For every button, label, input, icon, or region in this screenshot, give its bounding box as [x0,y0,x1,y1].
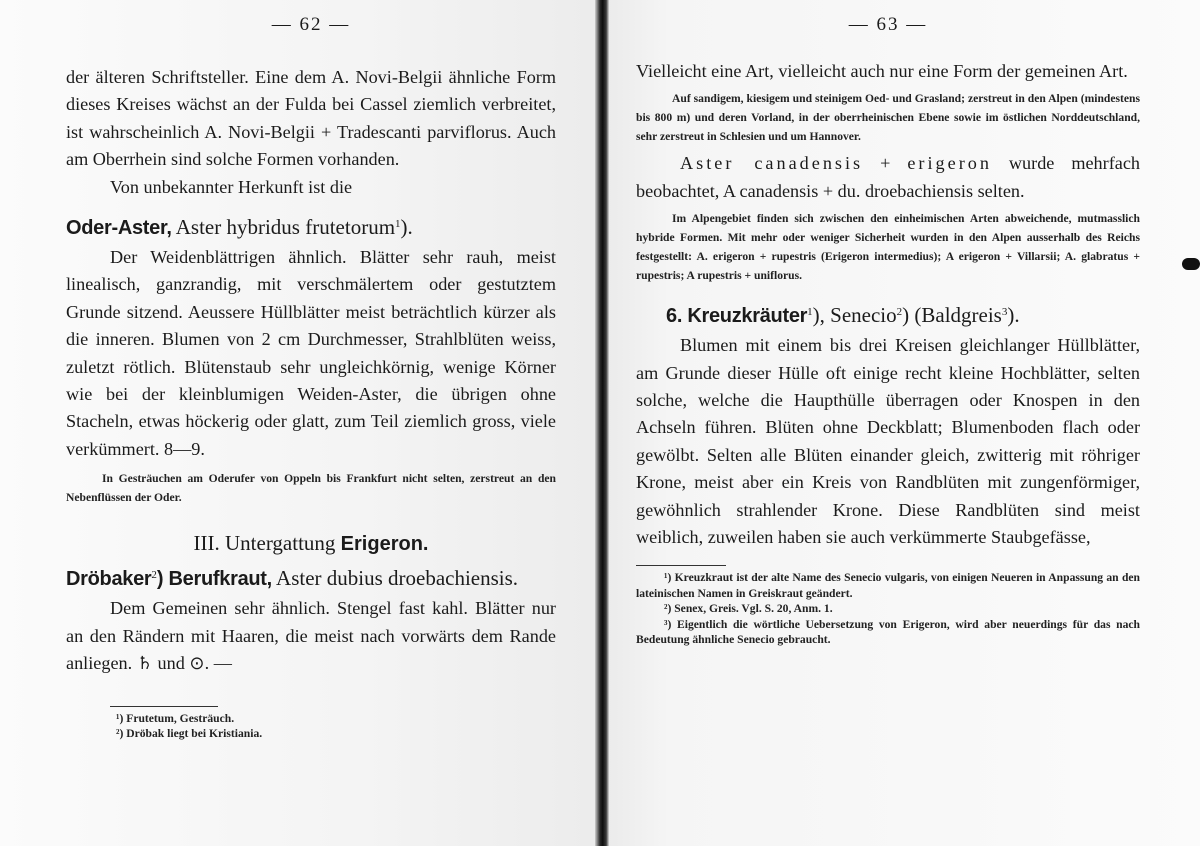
species-heading [66,211,556,244]
plus-sign: + [863,153,908,174]
body-paragraph: der älteren Schriftsteller. Eine dem A. Novi-Belgii ähnliche Form dieses Kreises wächst an der Fulda bei Cassel ziemlich verbreitet, ist wahrscheinlich A. Novi-Belgii + Tradescanti parviflorus. Auch am Oberrhein sind solche Formen vorhanden. [66,67,556,170]
footnote-divider [636,565,726,566]
section-title-bold: Erigeron. [340,533,429,556]
body-paragraph: Der Weidenblättrigen ähnlich. Blätter sehr rauh, meist linealisch, ganzrandig, mit verschmälertem oder gestutztem Grunde sitzend. Aeussere Hüllblätter meist beträchtlich kürzer als die inneren. Blumen von 2 cm Durchmesser, Strahlblüten weiss, zuletzt rötlich. Blütenstaub sehr ungleichkörnig, wenige Körner wie bei der kleinblumigen Weiden-Aster, die übrigen ohne Stacheln, etwas höckerig oder glatt, zum Teil ziemlich gross, viele verkümmert. 8—9. [66,247,556,459]
footnote-ref: 2 [896,306,903,319]
species-name: Oder-Aster, [66,217,172,240]
heading-end: ). [400,215,413,240]
species-latin: Aster dubius droebachiensis. [271,566,519,591]
body-paragraph [636,150,1140,205]
footnote: ²) Senex, Greis. Vgl. S. 20, Anm. 1. [664,602,833,616]
body-paragraph: Dem Gemeinen sehr ähnlich. Stengel fast kahl. Blätter nur an den Rändern mit Haaren, die meist nach vorwärts dem Rande anliegen. ♄ und ⊙. — [66,598,556,674]
heading-end: ). [1007,303,1020,328]
book-gutter [595,0,609,846]
habitat-note: Auf sandigem, kiesigem und steinigem Oed- und Grasland; zerstreut in den Alpen (mindestens bis 800 m) und deren Vorland, in der oberrheinischen Ebene sowie im östlichen Norddeutschland, sehr zerstreut in Schlesien und um Hannover. [636,92,1140,144]
hybrid-name: erigeron [907,153,992,174]
species-name-rest: ) Berufkraut, [156,568,272,591]
section-title [66,531,556,556]
ink-mark [1182,258,1200,270]
page-number: — 62 — [271,14,351,35]
genus-alt: ) (Baldgreis [902,303,1002,328]
body-text: wurde mehrfach beobachtet, A canadensis + du. droebachiensis selten. [636,153,1140,201]
body-paragraph: Blumen mit einem bis drei Kreisen gleichlanger Hüllblätter, am Grunde dieser Hülle oft einige recht kleine Hochblätter, selten solche, welche die Haupthülle überragen oder Knospen in den Achseln führen. Blüten ohne Deckblatt; Blumenboden flach oder gewölbt. Selten alle Blüten einander gleich, zwitterig mit röhriger Krone, meist aber ein Kreis von Randblüten mit zungenförmiger, gewöhnlich strahlender Krone. Diese Randblüten sind meist weiblich, zuweilen haben sie auch verkümmerte Staubgefässe, [636,335,1140,548]
footnote: ¹) Frutetum, Gesträuch. [116,711,235,725]
species-heading [66,562,556,595]
genus-latin: ), Senecio [812,303,897,328]
footnote-ref: 1 [807,306,813,319]
habitat-note: Im Alpengebiet finden sich zwischen den einheimischen Arten abweichende, mutmasslich hybride Formen. Mit mehr oder weniger Sicherheit wurden in den Alpen ausserhalb des Reichs festgestellt: A. erigeron + rupestris (Erigeron intermedius); A erigeron + Villarsii; A. glabratus + rupestris; A rupestris + uniflorus. [636,212,1140,283]
footnote: ¹) Kreuzkraut ist der alte Name des Senecio vulgaris, von einigen Neueren in Anpassung an den lateinischen Namen in Greiskraut geändert. [636,571,1140,600]
genus-name: Kreuzkräuter [682,305,808,328]
footnote-divider [110,706,218,707]
footnote: ³) Eigentlich die wörtliche Uebersetzung von Erigeron, wird aber neuerdings für das nach Bedeutung ähnliche Senecio gebraucht. [636,617,1140,647]
section-title-prefix: III. Untergattung [193,531,341,556]
species-name: Dröbaker [66,568,152,591]
habitat-note: In Gesträuchen am Oderufer von Oppeln bis Frankfurt nicht selten, zerstreut an den Nebenflüssen der Oder. [66,472,556,505]
footnote-ref: 2 [151,569,157,582]
footnote: ²) Dröbak liegt bei Kristiania. [116,727,263,740]
footnote-ref: 1 [395,218,401,231]
left-page [0,0,596,846]
right-page [596,0,1200,846]
genus-heading [636,299,1140,332]
species-latin: Aster hybridus frutetorum [171,215,396,240]
genus-number: 6. [666,305,683,328]
body-paragraph: Von unbekannter Herkunft ist die [110,176,353,197]
footnote-ref: 3 [1001,306,1008,319]
page-number: — 63 — [848,14,928,35]
body-paragraph: Vielleicht eine Art, vielleicht auch nur eine Form der gemeinen Art. [636,61,1128,81]
hybrid-name: Aster canadensis [680,153,864,174]
